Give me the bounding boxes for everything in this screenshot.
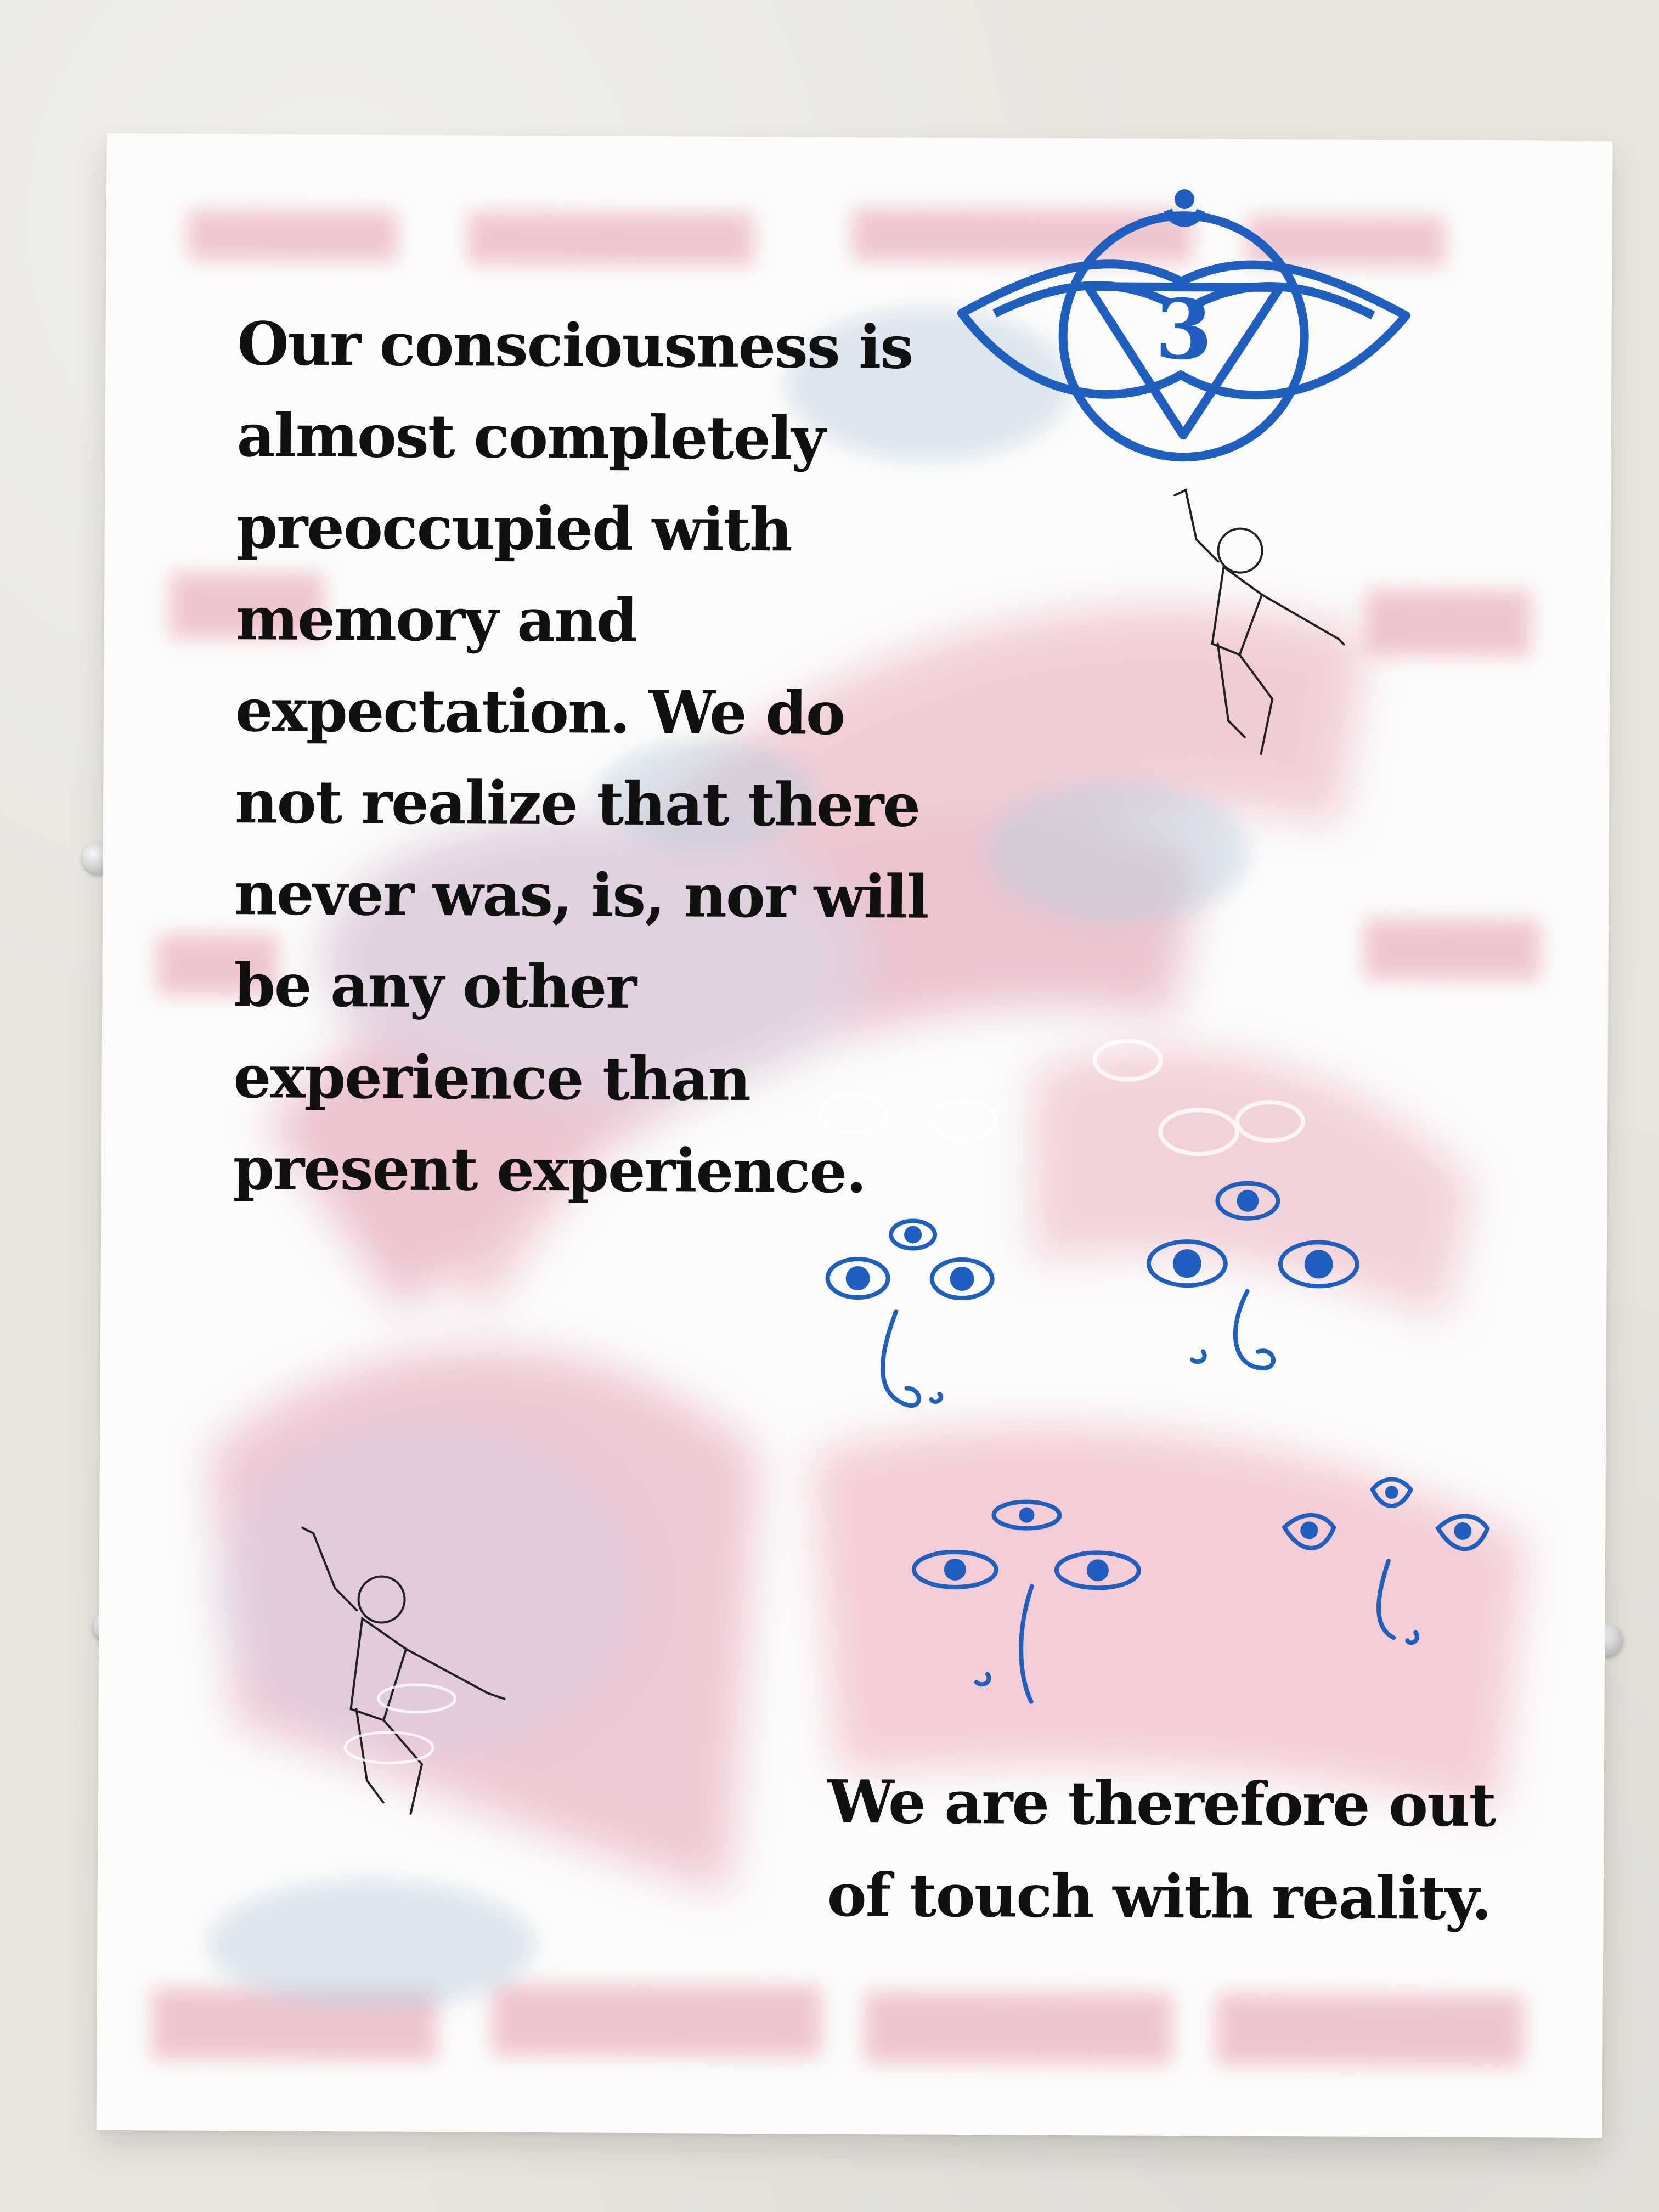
eyes-face-icon [797,1212,1072,1444]
poster [96,133,1612,2138]
third-eye-chakra-icon [950,176,1418,486]
quote-line: expectation. We do [235,676,845,748]
quote-line: never was, is, nor will [234,859,928,932]
quote-line: present experience. [233,1134,866,1207]
quote-line: not realize that there [234,768,920,840]
quote-line: memory and [235,584,637,656]
closing-quote [827,1756,1541,1946]
eyes-face-icon [1251,1467,1537,1688]
quote-line: experience than [233,1042,751,1115]
quote-line: Our consciousness is [237,309,913,382]
faded-eye-tracings [787,992,1391,1226]
eyes-face-icon [888,1498,1197,1730]
closing-line: We are therefore out [827,1767,1496,1841]
quote-line: preoccupied with [236,493,792,565]
chakra-numeral: 3 [1155,281,1213,379]
quote-line: almost completely [236,401,825,473]
leaping-figure-icon [290,1517,522,1825]
leaping-figure-icon [1163,479,1362,765]
closing-line: of touch with reality. [827,1860,1491,1934]
quote-line: be any other [234,951,636,1022]
